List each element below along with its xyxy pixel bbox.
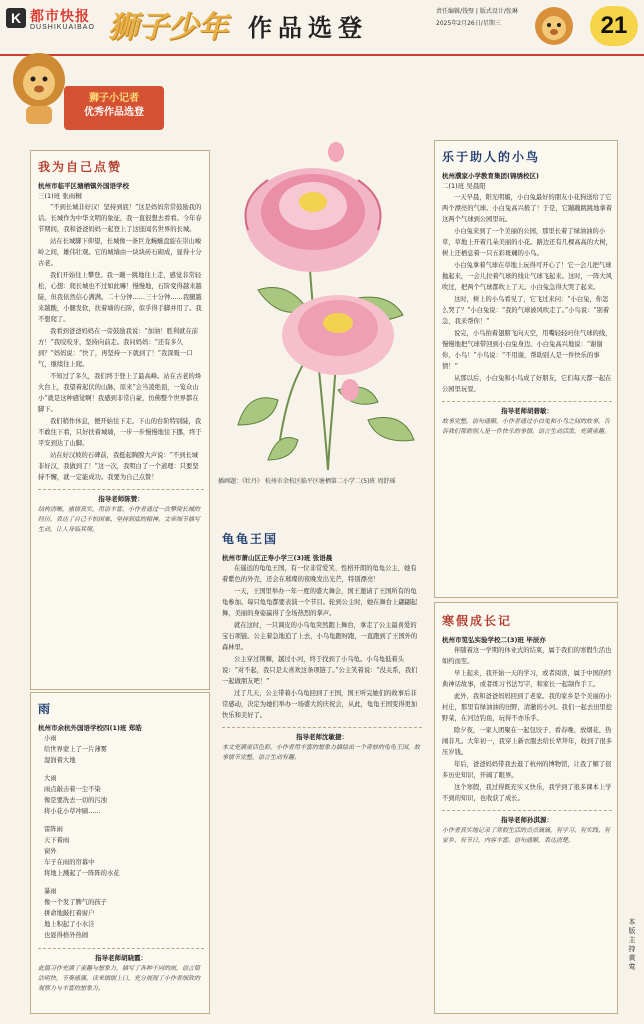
poem-stanza bbox=[38, 773, 204, 817]
poem-line: 窗外 bbox=[44, 848, 57, 855]
article-turtle-kingdom bbox=[222, 530, 422, 1014]
article-school: 杭州市笕弘实验学校二(3)班 毕辰亦 bbox=[442, 636, 546, 644]
paragraph: 我们开始往上攀登。我一蹦一跳地往上走，感觉非常轻松，心想：爬长城也不过如此嘛！慢慢地，石阶变得越来越陡，但我依然信心满满。二十分钟……三十分钟……我腿越来越酸，小腿发软，扶着墙的石阶，似乎得手脚并用了。我不想爬了。 bbox=[38, 272, 202, 323]
badge-line-2: 优秀作品选登 bbox=[84, 107, 144, 118]
paragraph: 说完，小鸟拍着翅膀飞向天空，用嘴轻轻叼住气球的线，慢慢地把气球带回到小白兔身边。小白兔高兴地说：“谢谢你，小鸟！”小鸟说：“不用谢，帮助别人是一件快乐的事情！” bbox=[442, 330, 612, 370]
article-winter-holiday bbox=[442, 612, 612, 1008]
poem-line: 将小花小草冲刷…… bbox=[44, 808, 101, 815]
poem-line: 像一个发了脾气的孩子 bbox=[44, 899, 107, 906]
illustration-caption: 插画题：《牡丹》 杭州市余杭区临平区塘栖第二小学二(5)班 周舒瑶 bbox=[218, 478, 396, 485]
paragraph: 我们稍作休息，便开始往下走。下山的台阶特别陡，我不敢往下看，只好扶着城墙，一步一步慢慢地往下挪，终于平安到达了山脚。 bbox=[38, 418, 202, 447]
paragraph: 小白兔来到了一个美丽的公园，那里长着了绿油油的小草，草地上开着几朵美丽的小花。路边还有几棵高高的大树，树上还栖息着一只五彩斑斓的小鸟。 bbox=[442, 228, 612, 257]
teacher-comment bbox=[38, 948, 204, 994]
poem-stanza bbox=[38, 886, 204, 941]
paragraph: 在遥远的龟龟王国，有一位非常爱笑、性格开朗的龟龟公主，她有着紫色的外壳，还会在璀璨的夜晚发出光芒，特别漂亮！ bbox=[222, 565, 417, 583]
poem-line: 车子在雨的帘幕中 bbox=[44, 859, 95, 866]
article-school: 杭州市萧山区正寿小学三(3)班 张语晨 bbox=[222, 554, 333, 562]
paragraph: 公主穿过荆棘，越过小河，终于找到了小乌龟。小乌龟低着头说：“对不起，我只是太喜欢这条项链了。”公主笑着说：“没关系，我们一起做朋友吧！” bbox=[222, 656, 418, 685]
teacher-comment bbox=[442, 401, 612, 437]
poem-line: 暴雨 bbox=[44, 888, 57, 895]
poem-stanza bbox=[38, 733, 204, 766]
paragraph: 伴随着这一学期的休业式的结束，属于我们的寒假生活也如约而至。 bbox=[442, 647, 612, 665]
comment-text: 结构清晰，感情真实，用语丰富，小作者通过一次攀爬长城的经历，表达了自己不怕困难、坚持到底的精神。文章细节描写生动，让人身临其境。 bbox=[38, 506, 201, 533]
paragraph: 一天，王国里举办一年一度的盛大舞会，国王邀请了王国所有的龟龟参加。每只龟龟都要表演一个节目。轮到公主时，她在舞台上翩翩起舞，美丽的身姿赢得了全场热烈的掌声。 bbox=[222, 588, 418, 617]
paragraph: “不到长城非好汉！坚持到底！”这是妈妈常常鼓励我的话。长城作为中华文明的象征，我一直很想去看看。今年春节期间，我和爸爸妈妈一起登上了这座闻名世界的长城。 bbox=[38, 204, 202, 233]
header-divider bbox=[0, 54, 644, 56]
article-author: 二(1)班 吴晨阳 bbox=[442, 182, 486, 190]
poem-line: 大雨 bbox=[44, 775, 57, 782]
peony-flower-bottom bbox=[282, 295, 394, 375]
paragraph: 过了几天，公主带着小乌龟回到了王国，国王听完她们的故事后非常感动，决定为她们举办一场盛大的庆祝会，从此，龟龟王国变得更加快乐和美好了。 bbox=[222, 690, 418, 719]
teacher-comment bbox=[442, 810, 612, 846]
comment-title: 指导老师孙淇源： bbox=[501, 816, 553, 824]
article-title: 龟龟王国 bbox=[222, 532, 279, 546]
paragraph: 从那以后，小白兔和小鸟成了好朋友，它们每天都一起在公园里玩耍。 bbox=[442, 375, 612, 393]
poem-line: 湿润着大地 bbox=[44, 757, 76, 764]
newspaper-name-en: DUSHIKUAIBAO bbox=[30, 24, 95, 31]
article-school: 杭州市余杭外国语学校四(1)班 郑皓 bbox=[38, 724, 142, 732]
poem-line: 给世界蒙上了一片薄雾 bbox=[44, 746, 107, 753]
article-title: 寒假成长记 bbox=[442, 614, 513, 628]
lion-badge-icon bbox=[10, 50, 68, 126]
article-title: 我为自己点赞 bbox=[38, 160, 123, 174]
poem-stanza bbox=[38, 824, 204, 879]
comment-title: 指导老师沈敏捷： bbox=[296, 733, 348, 741]
comment-text: 本文充满童话色彩，小作者用丰富的想象力描绘出一个奇妙的龟龟王国，故事情节完整，语言生动有趣。 bbox=[222, 744, 421, 761]
article-helpful-bird bbox=[442, 148, 612, 592]
comment-text: 此篇习作充满了童趣与想象力，描写了各种不同的雨，语言简洁明快，节奏感强，读来朗朗上口，充分展现了小作者细致的观察力与丰富的想象力。 bbox=[38, 965, 201, 992]
paragraph: 这个寒假，我过得既充实又快乐，我学到了很多课本上学不到的知识，也收获了成长。 bbox=[442, 784, 612, 802]
paragraph: 此外，我和爸爸妈妈回到了老家。我的家乡是个美丽的小村庄，那里有绿油油的田野，清澈的小河。我们一起去田里挖野菜，在河边钓鱼，玩得不亦乐乎。 bbox=[442, 693, 612, 722]
paragraph: 不知过了多久，我们终于登上了最高峰。站在古老的烽火台上，我望着起伏的山脉，原来“会当凌绝顶，一览众山小”就是这种感觉啊！我感到非常自豪，仿佛整个世界都在脚下。 bbox=[38, 373, 202, 413]
peony-illustration bbox=[218, 140, 430, 474]
poem-line: 雷阵雨 bbox=[44, 826, 63, 833]
date-line: 2025年2月26日/星期三 bbox=[436, 20, 501, 27]
column-brand: 狮子少年 bbox=[108, 10, 228, 45]
poem-line: 拼命地敲打着窗户 bbox=[44, 910, 95, 917]
column-badge bbox=[64, 86, 164, 130]
badge-line-1: 狮子小记者 bbox=[89, 93, 139, 104]
newspaper-logo-icon: K bbox=[6, 8, 26, 28]
lion-mascot-icon bbox=[534, 4, 574, 48]
page-header bbox=[0, 0, 644, 62]
paragraph: 小白兔拿着气球在草地上玩得可开心了！它一会儿把气球抛起来，一会儿拉着气球的线让气球飞起来。这时，一阵大风吹过，把两个气球都吹上了天。小白兔急得大哭了起来。 bbox=[442, 262, 612, 291]
teacher-comment bbox=[222, 727, 422, 763]
editor-line: 责任编辑/钱璧 | 版式设计/张琳 bbox=[436, 8, 518, 15]
poem-line: 雨点敲击着一尘不染 bbox=[44, 786, 101, 793]
peony-flower-top bbox=[245, 168, 381, 272]
paragraph: 早上起来，我开始一天的学习，或者阅读，属于中国的经典神话故事，或者练习书法写字，和家长一起制作手工。 bbox=[442, 670, 612, 688]
paragraph: 这时，树上的小鸟看见了，它飞过来问：“小白兔，你怎么哭了？”小白兔说：“我的气球被风吹走了。”小鸟说：“别着急，我来帮你！” bbox=[442, 296, 610, 325]
paragraph: 站在好汉坡的石碑前，我挺起胸膛大声说：“不到长城非好汉，我做到了！”这一次，我明白了一个道理：只要坚持不懈，就一定能成功。我要为自己点赞！ bbox=[38, 452, 199, 481]
article-self-praise bbox=[38, 158, 204, 684]
paragraph: 站在长城脚下仰望，长城像一条巨龙蜿蜒盘旋在崇山峻岭之间，雄伟壮观。它的城墙由一块块砖石砌成，显得十分古老。 bbox=[38, 238, 202, 267]
comment-text: 故事完整，语句通顺，小作者通过小白兔和小鸟之间的故事，告诉我们帮助别人是一件快乐的事情。语言生动活泼，充满童趣。 bbox=[442, 418, 611, 435]
paragraph: 就在这时，一只调皮的小乌龟突然跑上舞台，拿走了公主最喜爱的宝石项链。公主着急地追了上去，小乌龟跑呀跑，一直跑到了王国外的森林里。 bbox=[222, 622, 418, 651]
article-author: 三(1)班 张雨桐 bbox=[38, 192, 82, 200]
poem-line: 也显得格外热闹 bbox=[44, 932, 89, 939]
teacher-comment bbox=[38, 489, 204, 535]
article-school: 杭州市临平区塘栖镇外国语学校 bbox=[38, 182, 129, 190]
paragraph: 年后，爸爸妈妈带我去逛了杭州的博物馆，让我了解了很多历史知识，开阔了眼界。 bbox=[442, 761, 612, 779]
poem-line: 小雨 bbox=[44, 735, 57, 742]
poem-line: 天下着雨 bbox=[44, 837, 70, 844]
article-title: 乐于助人的小鸟 bbox=[442, 150, 541, 164]
section-title: 作品选登 bbox=[248, 13, 368, 42]
comment-title: 指导老师胡碧敏： bbox=[501, 407, 553, 415]
page-number: 21 bbox=[590, 6, 638, 46]
paragraph: 除夕夜，一家人团聚在一起包饺子、看春晚、放烟花，热闹非凡。大年初一，我穿上新衣服去给长辈拜年，收到了很多压岁钱。 bbox=[442, 727, 612, 756]
poem-line: 像是要洗去一切的污浊 bbox=[44, 797, 107, 804]
paragraph: 一天早晨，阳光明媚，小白兔最好的朋友小花狗送给了它两个漂亮的气球。小白兔高兴极了！于是，它蹦蹦跳跳地拿着这两个气球到公园里玩。 bbox=[442, 194, 612, 223]
page-host-credit: 本版主持 黄莺 bbox=[628, 918, 636, 971]
comment-title: 指导老师陈赞： bbox=[98, 495, 144, 503]
poem-line: 将地上溅起了一阵阵的水花 bbox=[44, 870, 120, 877]
article-school: 杭州濮家小学教育集团(锦绣校区) bbox=[442, 172, 539, 180]
paragraph: 我看到爸爸妈妈在一旁鼓励我说：“加油！胜利就在前方！”我咬咬牙，坚持向前走。我问妈妈：“还有多久到？”妈妈说：“快了，再坚持一下就到了！”我深吸一口气，继续往上爬。 bbox=[38, 328, 199, 368]
article-title: 雨 bbox=[38, 702, 53, 716]
comment-text: 小作者真实地记录了寒假生活的点点滴滴，有学习、有实践、有家乡、有节日，内容丰富。语句通顺，表达清楚。 bbox=[442, 827, 611, 844]
poem-line: 地上积起了小水洼 bbox=[44, 921, 95, 928]
article-rain bbox=[38, 700, 204, 1008]
newspaper-name: 都市快报 bbox=[30, 9, 90, 25]
comment-title: 指导老师胡晓霞： bbox=[95, 954, 147, 962]
